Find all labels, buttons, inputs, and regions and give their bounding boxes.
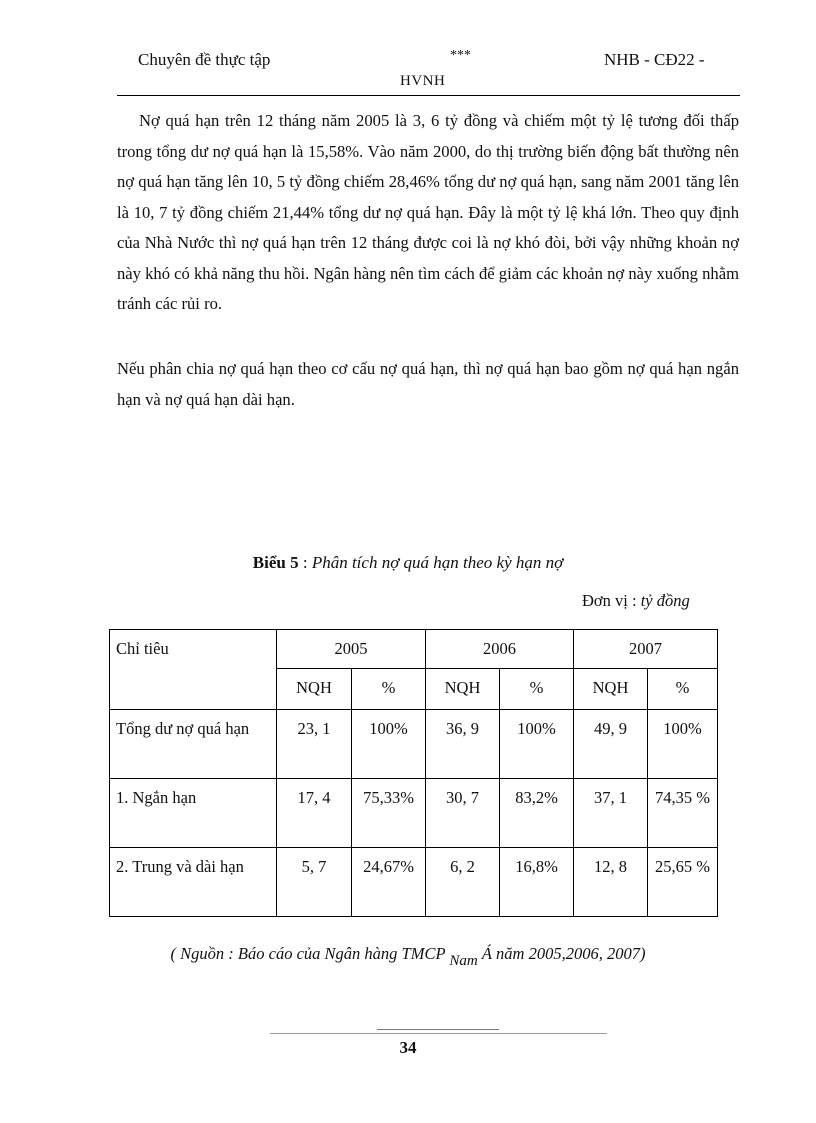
subheader-percent: % (500, 669, 574, 710)
table-cell: 25,65 % (648, 848, 718, 917)
header-year-2005: 2005 (277, 630, 426, 669)
table-row (110, 710, 718, 779)
table-cell: 83,2% (500, 779, 574, 848)
table-row (110, 848, 718, 917)
source-subscript: Nam (449, 953, 478, 969)
row-label: 1. Ngắn hạn (110, 779, 277, 848)
source-text: ( Nguồn : Báo cáo của Ngân hàng TMCP (170, 944, 450, 963)
paragraph-1: Nợ quá hạn trên 12 tháng năm 2005 là 3, 6 tỷ đồng và chiếm một tỷ lệ tương đối thấp trong tổng dư nợ quá hạn là 15,58%. Vào năm 2000, do thị trường biến động bất thường nên nợ quá hạn tăng lên 10, 5 tỷ đồng chiếm 28,46% tổng dư nợ quá hạn, sang năm 2001 tăng lên là 10, 7 tỷ đồng chiếm 21,44% tổng dư nợ quá hạn. Đây là một tỷ lệ khá lớn. Theo quy định của Nhà Nước thì nợ quá hạn trên 12 tháng được coi là nợ khó đòi, bởi vậy những khoản nợ này khó có khả năng thu hồi. Ngân hàng nên tìm cách để giảm các khoản nợ này xuống nhằm tránh các rủi ro. (117, 111, 739, 313)
subheader-nqh: NQH (426, 669, 500, 710)
caption-separator: : (298, 553, 312, 572)
table-cell: 16,8% (500, 848, 574, 917)
table-cell: 24,67% (352, 848, 426, 917)
footer-rule (377, 1029, 499, 1030)
table-cell: 74,35 % (648, 779, 718, 848)
subheader-percent: % (352, 669, 426, 710)
header-title: Chuyên đề thực tập (138, 50, 271, 69)
table-cell: 23, 1 (277, 710, 352, 779)
header-year-2006: 2006 (426, 630, 574, 669)
table-caption (0, 553, 816, 573)
unit-value: tỷ đồng (640, 591, 690, 610)
overdue-debt-table (109, 629, 718, 917)
source-text-end: Á năm 2005,2006, 2007) (477, 944, 646, 963)
header-criteria: Chỉ tiêu (110, 630, 277, 710)
footer-rule-long (270, 1033, 607, 1034)
table-header-row (110, 630, 718, 669)
header-code: NHB - CĐ22 - (604, 50, 705, 69)
table-cell: 6, 2 (426, 848, 500, 917)
table-cell: 100% (500, 710, 574, 779)
page-number: 34 (399, 1038, 417, 1057)
table-cell: 75,33% (352, 779, 426, 848)
table-cell: 37, 1 (574, 779, 648, 848)
header-rule (117, 95, 740, 96)
table-row (110, 779, 718, 848)
table-cell: 5, 7 (277, 848, 352, 917)
table-cell: 100% (648, 710, 718, 779)
subheader-percent: % (648, 669, 718, 710)
page-header (0, 0, 816, 100)
paragraph-2: Nếu phân chia nợ quá hạn theo cơ cấu nợ quá hạn, thì nợ quá hạn bao gồm nợ quá hạn ngắn hạn và nợ quá hạn dài hạn. (117, 359, 739, 409)
header-year-2007: 2007 (574, 630, 718, 669)
subheader-nqh: NQH (574, 669, 648, 710)
table-cell: 12, 8 (574, 848, 648, 917)
caption-number: Biểu 5 (252, 553, 299, 572)
header-stars: *** (450, 48, 471, 63)
row-label: Tổng dư nợ quá hạn (110, 710, 277, 779)
subheader-nqh: NQH (277, 669, 352, 710)
table-cell: 49, 9 (574, 710, 648, 779)
caption-description: Phân tích nợ quá hạn theo kỳ hạn nợ (311, 553, 564, 572)
unit-label: Đơn vị : (582, 591, 641, 610)
table-cell: 36, 9 (426, 710, 500, 779)
table-cell: 100% (352, 710, 426, 779)
table-cell: 30, 7 (426, 779, 500, 848)
unit-note (582, 591, 690, 611)
table-source (0, 944, 816, 969)
table-cell: 17, 4 (277, 779, 352, 848)
header-code-continued: HVNH (400, 73, 446, 89)
row-label: 2. Trung và dài hạn (110, 848, 277, 917)
